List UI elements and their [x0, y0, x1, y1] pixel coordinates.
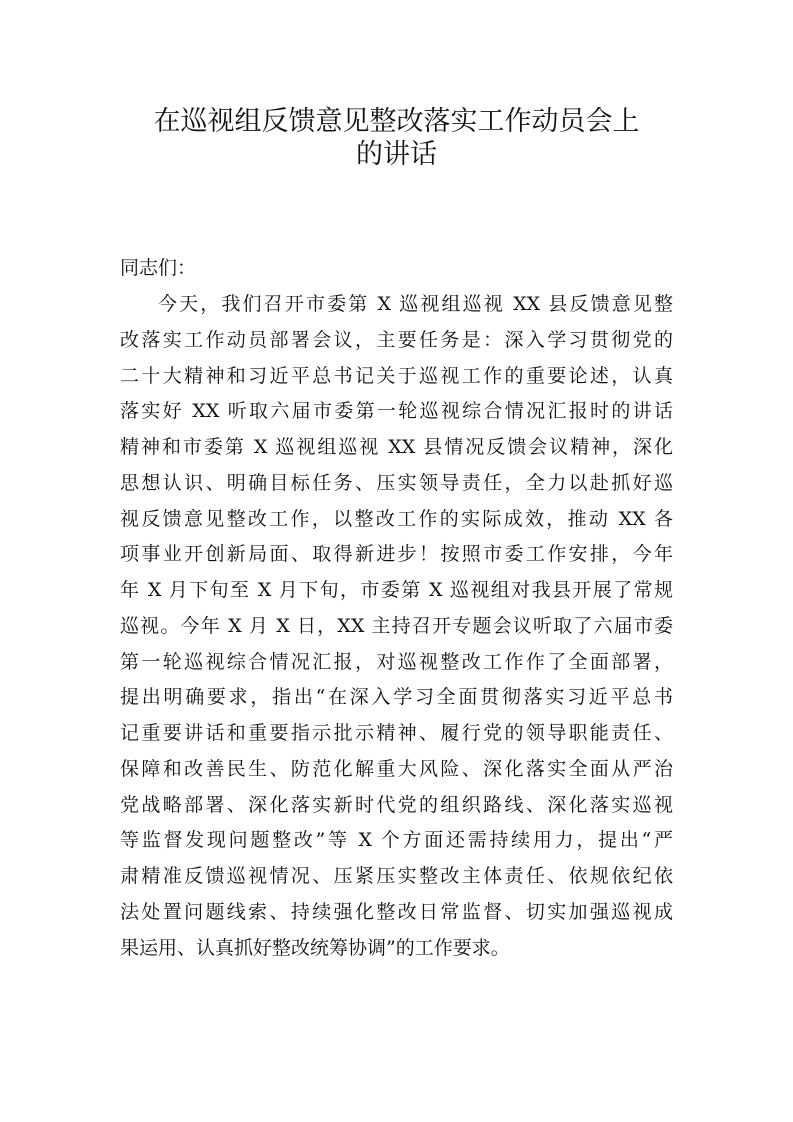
body-paragraph [120, 290, 673, 969]
document-title [0, 105, 793, 171]
body-line: 等监督发现问题整改”等 X 个方面还需持续用力，提出“严 [120, 829, 673, 852]
body-line: 二十大精神和习近平总书记关于巡视工作的重要论述，认真 [120, 364, 673, 387]
body-line: 巡视。今年 X 月 X 日，XX 主持召开专题会议听取了六届市委 [120, 614, 673, 637]
body-line: 今天，我们召开市委第 X 巡视组巡视 XX 县反馈意见整 [158, 293, 673, 315]
body-line: 记重要讲话和重要指示批示精神、履行党的领导职能责任、 [120, 722, 673, 744]
salutation: 同志们： [120, 257, 197, 279]
body-line: 提出明确要求，指出“在深入学习全面贯彻落实习近平总书 [120, 686, 673, 709]
body-line: 思想认识、明确目标任务、压实领导责任，全力以赴抓好巡 [120, 471, 673, 494]
body-line: 项事业开创新局面、取得新进步！按照市委工作安排，今年 [120, 543, 673, 566]
body-line: 第一轮巡视综合情况汇报，对巡视整改工作作了全面部署， [120, 650, 673, 673]
title-line: 在巡视组反馈意见整改落实工作动员会上 [153, 106, 640, 137]
body-line: 果运用、认真抓好整改统筹协调”的工作要求。 [120, 936, 510, 959]
body-line: 保障和改善民生、防范化解重大风险、深化落实全面从严治 [120, 757, 673, 780]
body-line: 年 X 月下旬至 X 月下旬，市委第 X 巡视组对我县开展了常规 [120, 579, 673, 601]
body-line: 党战略部署、深化落实新时代党的组织路线、深化落实巡视 [120, 793, 673, 816]
body-line: 肃精准反馈巡视情况、压紧压实整改主体责任、依规依纪依 [120, 865, 673, 887]
body-line: 精神和市委第 X 巡视组巡视 XX 县情况反馈会议精神，深化 [120, 436, 673, 458]
title-line: 的讲话 [356, 139, 437, 170]
body-line: 落实好 XX 听取六届市委第一轮巡视综合情况汇报时的讲话 [120, 400, 673, 423]
body-line: 视反馈意见整改工作，以整改工作的实际成效，推动 XX 各 [120, 507, 673, 530]
body-line: 法处置问题线索、持续强化整改日常监督、切实加强巡视成 [120, 900, 673, 923]
body-line: 改落实工作动员部署会议，主要任务是：深入学习贯彻党的 [120, 328, 673, 351]
